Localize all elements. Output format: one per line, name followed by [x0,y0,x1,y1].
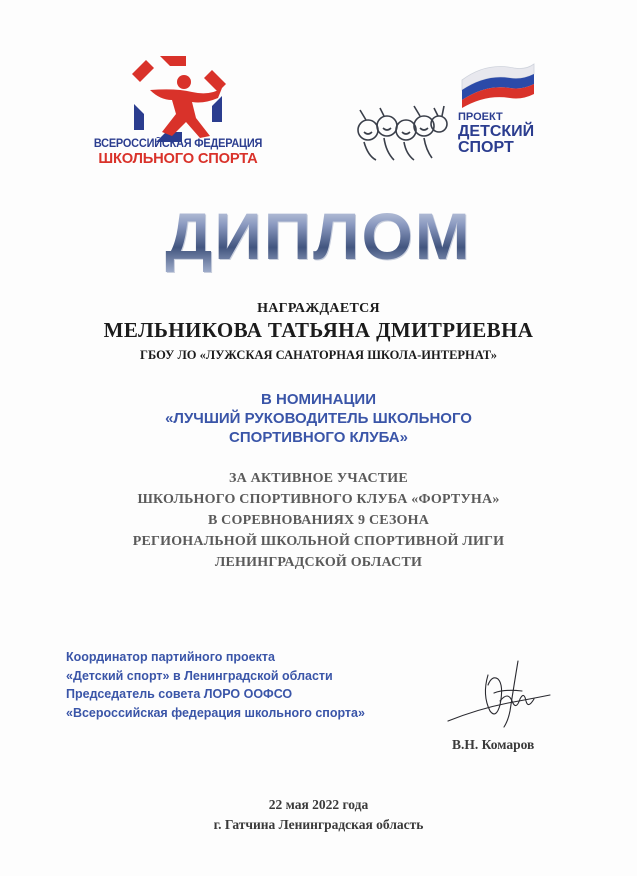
handwritten-signature [438,655,558,733]
federation-line2: ШКОЛЬНОГО СПОРТА [98,149,258,167]
nomination-title-line2: СПОРТИВНОГО КЛУБА» [229,429,408,446]
project-flag-icon [456,60,536,108]
diploma-title: ДИПЛОМ [0,198,637,274]
signatory-title-line: «Детский спорт» в Ленинградской области [66,668,333,683]
recipient-organization: ГБОУ ЛО «ЛУЖСКАЯ САНАТОРНАЯ ШКОЛА-ИНТЕРНАТ» [140,348,497,362]
project-line3: СПОРТ [458,139,514,157]
issue-date: 22 мая 2022 года [268,797,369,812]
kids-logo-icon [354,102,449,164]
signatory-title-line: Координатор партийного проекта [66,650,275,664]
reason-line: ШКОЛЬНОГО СПОРТИВНОГО КЛУБА «ФОРТУНА» [137,492,500,507]
nomination-label: В НОМИНАЦИИ [261,391,376,408]
reason-line: В СОРЕВНОВАНИЯХ 9 СЕЗОНА [207,513,430,528]
reason-line: ЗА АКТИВНОЕ УЧАСТИЕ [229,471,408,486]
federation-logo-text [88,138,268,167]
recipient-name: МЕЛЬНИКОВА ТАТЬЯНА ДМИТРИЕВНА [103,318,534,342]
project-line2: ДЕТСКИЙ [458,122,535,140]
project-logo-text [458,112,534,157]
awarded-label: НАГРАЖДАЕТСЯ [257,301,380,316]
federation-line1: ВСЕРОССИЙСКАЯ ФЕДЕРАЦИЯ [93,138,263,150]
signer-name: В.Н. Комаров [452,737,535,752]
issue-place: г. Гатчина Ленинградская область [213,817,424,832]
signatory-title-block [66,648,365,722]
reason-line: РЕГИОНАЛЬНОЙ ШКОЛЬНОЙ СПОРТИВНОЙ ЛИГИ [132,534,505,549]
nomination-title-line1: «ЛУЧШИЙ РУКОВОДИТЕЛЬ ШКОЛЬНОГО [165,410,472,427]
reason-line: ЛЕНИНГРАДСКОЙ ОБЛАСТИ [214,555,423,570]
project-line1: ПРОЕКТ [458,111,503,123]
signatory-title-line: Председатель совета ЛОРО ООФСО [66,687,293,701]
signatory-title-line: «Всероссийская федерация школьного спорта» [66,705,365,720]
